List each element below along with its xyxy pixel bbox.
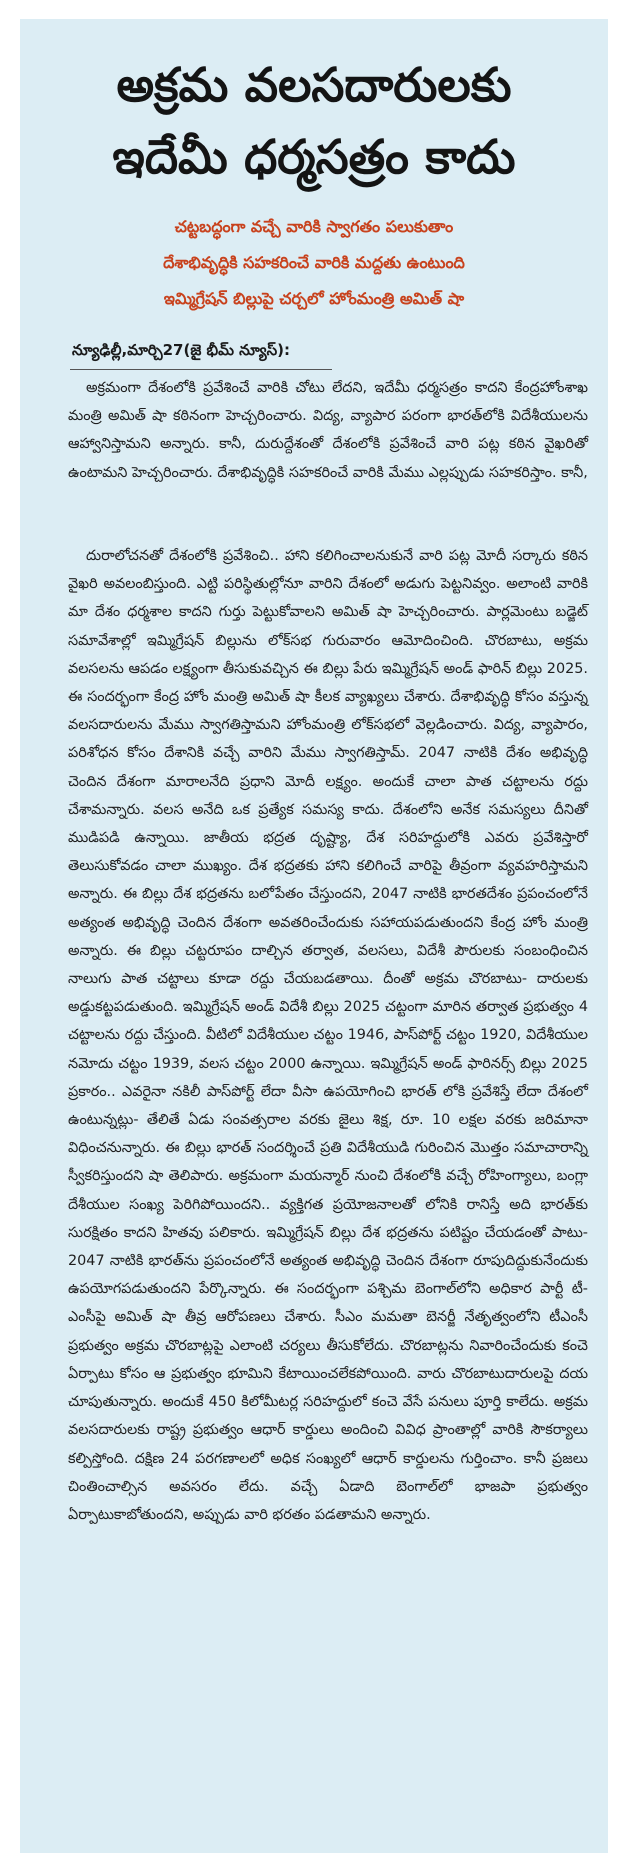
headline-line-1: అక్రమ వలసదారులకు — [116, 58, 512, 113]
subheading-2: దేశాభివృద్ధికి సహకరించే వారికి మద్దతు ఉంటుంది — [163, 253, 465, 272]
subheading-3: ఇమ్మిగ్రేషన్ బిల్లుపై చర్చలో హోంమంత్రి అమిత్ షా — [163, 289, 465, 308]
headline-line-2: ఇదేమీ ధర్మసత్రం కాదు — [112, 130, 516, 185]
dateline-underline — [70, 369, 332, 370]
dateline: న్యూఢిల్లీ,మార్చి27(జై భీమ్ న్యూస్): — [72, 341, 290, 359]
body-paragraph-2: దురాలోచనతో దేశంలోకి ప్రవేశించి.. హాని కలిగించాలనుకునే వారి పట్ల మోదీ సర్కారు కఠిన వైఖరి అవలంబిస్తుంది. ఎట్టి పరిస్థితుల్లోనూ వారిని దేశంలో అడుగు పెట్టనివ్వం. అలాంటి వారికి మా దేశం ధర్మశాల కాదని గుర్తు పెట్టుకోవాలని అమిత్ షా హెచ్చరించారు. పార్లమెంటు బడ్జెట్ సమావేశాల్లో ఇమ్మిగ్రేషన్ బిల్లును లోక్‌సభ గురువారం ఆమోదించింది. చొరబాటు, అక్రమ వలసలను ఆపడం లక్ష్యంగా తీసుకువచ్చిన ఈ బిల్లు పేరు ఇమ్మిగ్రేషన్ అండ్ ఫారిన్ బిల్లు 2025. ఈ సందర్భంగా కేంద్ర హోం మంత్రి అమిత్ షా కీలక వ్యాఖ్యలు చేశారు. దేశాభివృద్ధి కోసం వస్తున్న వలసదారులను మేము స్వాగతిస్తామని హోంమంత్రి లోక్‌సభలో వెల్లడించారు. విద్య, వ్యాపారం, పరిశోధన కోసం దేశానికి వచ్చే వారిని మేము స్వాగతిస్తామ్. 2047 నాటికి దేశం అభివృద్ధి చెందిన దేశంగా మారాలనేది ప్రధాని మోదీ లక్ష్యం. అందుకే చాలా పాత చట్టాలను రద్దు చేశామన్నారు. వలస అనేది ఒక ప్రత్యేక సమస్య కాదు. దేశంలోని అనేక సమస్యలు దీనితో ముడిపడి ఉన్నాయి. జాతీయ భద్రత దృష్ట్యా, దేశ సరిహద్దులోకి ఎవరు ప్రవేశిస్తారో తెలుసుకోవడం చాలా ముఖ్యం. దేశ భద్రతకు హాని కలిగించే వారిపై తీవ్రంగా వ్యవహరిస్తామని అన్నారు. ఈ బిల్లు దేశ భద్రతను బలోపేతం చేస్తుందని, 2047 నాటికి భారతదేశం ప్రపంచంలోనే అత్యంత అభివృద్ధి చెందిన దేశంగా అవతరించేందుకు సహాయపడుతుందని కేంద్ర హోం మంత్రి అన్నారు. ఈ బిల్లు చట్టరూపం దాల్చిన తర్వాత, వలసలు, విదేశీ పౌరులకు సంబంధించిన నాలుగు పాత చట్టాలు కూడా రద్దు చేయబడతాయి. దీంతో అక్రమ చొరబాటు- దారులకు అడ్డుకట్టపడుతుంది. ఇమ్మిగ్రేషన్ అండ్ విదేశీ బిల్లు 2025 చట్టంగా మారిన తర్వాత ప్రభుత్వం 4 చట్టాలను రద్దు చేస్తుంది. వీటిలో విదేశీయుల చట్టం 1946, పాస్‌పోర్ట్ చట్టం 1920, విదేశీయుల నమోదు చట్టం 1939, వలస చట్టం 2000 ఉన్నాయి. ఇమ్మిగ్రేషన్ అండ్ ఫారినర్స్ బిల్లు 2025 ప్రకారం.. ఎవరైనా నకిలీ పాస్‌పోర్ట్ లేదా వీసా ఉపయోగించి భారత్ లోకి ప్రవేశిస్తే లేదా దేశంలో ఉంటున్నట్లు- తేలితే ఏడు సంవత్సరాల వరకు జైలు శిక్ష, రూ. 10 లక్షల వరకు జరిమానా విధించనున్నారు. ఈ బిల్లు భారత్ సందర్శించే ప్రతి విదేశీయుడి గురించిన మొత్తం సమాచారాన్ని స్వీకరిస్తుందని షా తెలిపారు. అక్రమంగా మయన్మార్ నుంచి దేశంలోకి వచ్చే రోహింగ్యాలు, బంగ్లా దేశీయుల సంఖ్య పెరిగిపోయిందని.. వ్యక్తిగత ప్రయోజనాలతో లోనికి రానిస్తే అది భారత్‌కు సురక్షితం కాదని హితవు పలికారు. ఇమ్మిగ్రేషన్ బిల్లు దేశ భద్రతను పటిష్టం చేయడంతో పాటు- 2047 నాటికి భారత్‌ను ప్రపంచంలోనే అత్యంత అభివృద్ధి చెందిన దేశంగా రూపుదిద్దుకునేందుకు ఉపయోగపడుతుందని పేర్కొన్నారు. ఈ సందర్భంగా పశ్చిమ బెంగాల్‌లోని అధికార పార్టీ టీ-ఎంసీపై అమిత్ షా తీవ్ర ఆరోపణలు చేశారు. సీఎం మమతా బెనర్జీ నేతృత్వంలోని టీఎంసీ ప్రభుత్వం అక్రమ చొరబాట్లపై ఎలాంటి చర్యలు తీసుకోలేదు. చొరబాట్లను నివారించేందుకు కంచె ఏర్పాటు కోసం ఆ ప్రభుత్వం భూమిని కేటాయించలేకపోయింది. వారు చొరబాటుదారులపై దయ చూపుతున్నారు. అందుకే 450 కిలోమీటర్ల సరిహద్దులో కంచె వేసే పనులు పూర్తి కాలేదు. అక్రమ వలసదారులకు రాష్ట్ర ప్రభుత్వం ఆధార్ కార్డులు అందించి వివిధ ప్రాంతాల్లో వారికి సౌకర్యాలు కల్పిస్తోంది. దక్షిణ 24 పరగణాలలో అధిక సంఖ్యలో ఆధార్ కార్డులను గుర్తించాం. కానీ ప్రజలు చింతించాల్సిన అవసరం లేదు. వచ్చే ఏడాది బెంగాల్‌లో భాజపా ప్రభుత్వం ఏర్పాటుకాబోతుందని, అప్పుడు వారి భరతం పడతామని అన్నారు. — [68, 548, 588, 1523]
subheading-1: చట్టబద్ధంగా వచ్చే వారికి స్వాగతం పలుకుతాం — [174, 217, 454, 236]
body-paragraph-1: అక్రమంగా దేశంలోకి ప్రవేశించే వారికి చోటు లేదని, ఇదేమీ ధర్మసత్రం కాదని కేంద్రహోంశాఖ మంత్రి అమిత్ షా కఠినంగా హెచ్చరించారు. విద్య, వ్యాపార పరంగా భారత్‌లోకి విదేశీయులను ఆహ్వానిస్తామని అన్నారు. కానీ, దురుద్దేశంతో దేశంలోకి ప్రవేశించే వారి పట్ల కఠిన వైఖరితో ఉంటామని హెచ్చరించారు. దేశాభివృద్ధికి సహకరించే వారికి మేము ఎల్లప్పుడు సహకరిస్తాం. కానీ, — [68, 380, 588, 481]
